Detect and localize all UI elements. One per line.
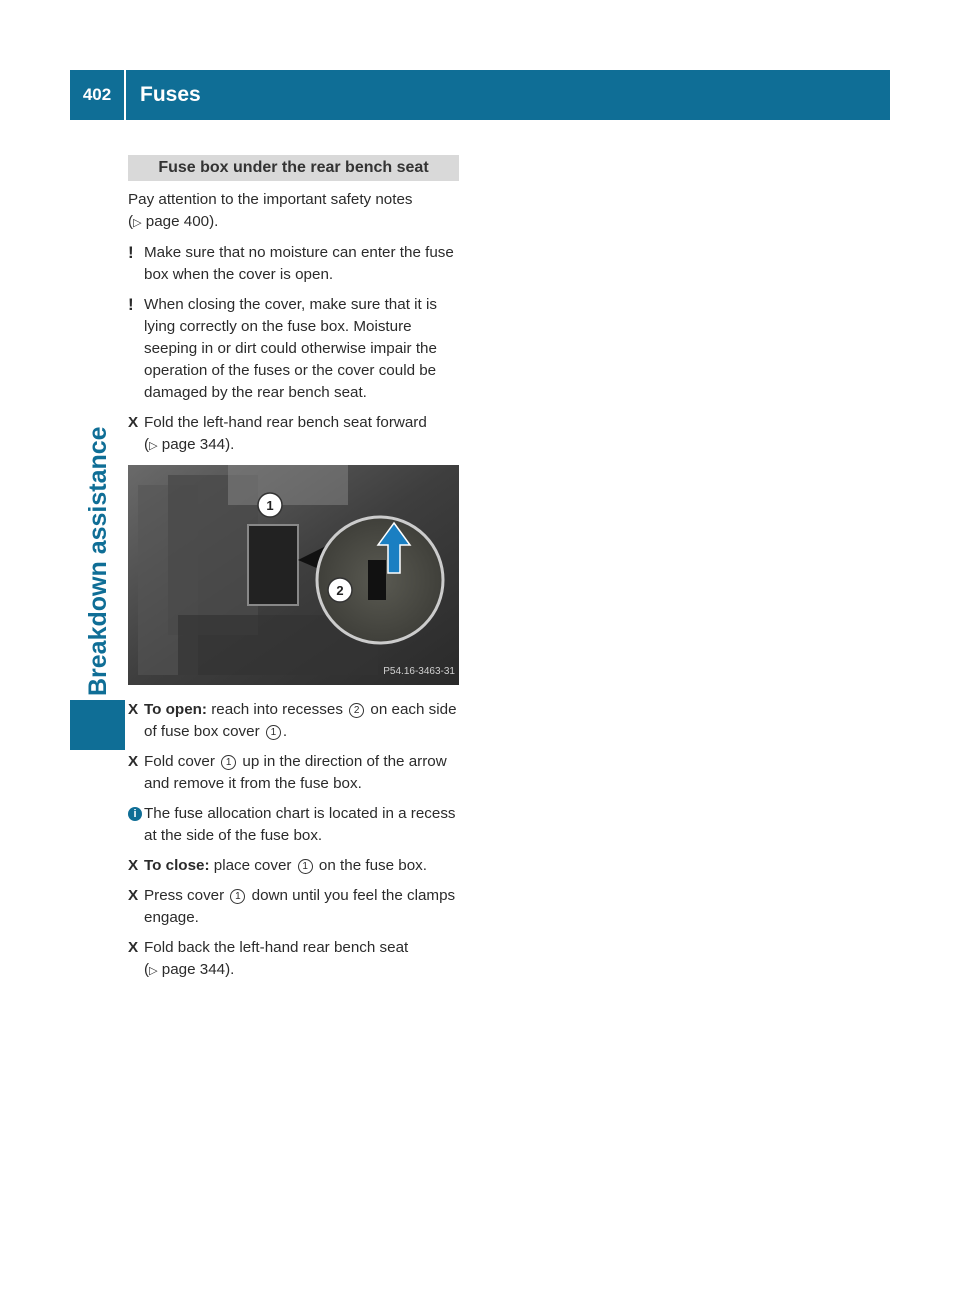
step-marker-icon: X	[128, 753, 139, 770]
section-title: Fuses	[140, 83, 201, 106]
page-ref-arrow-icon: ▷	[149, 965, 158, 977]
callout-ref-1: 1	[266, 725, 281, 740]
step-marker-icon: X	[128, 701, 139, 718]
warning-icon: !	[128, 243, 134, 262]
chapter-marker	[70, 700, 125, 750]
subsection-heading: Fuse box under the rear bench seat	[128, 155, 459, 181]
callout-ref-1: 1	[298, 859, 313, 874]
callout-1: 1	[266, 498, 274, 513]
callout-ref-2: 2	[349, 703, 364, 718]
instruction-step: X Press cover 1 down until you feel the clamps engage.	[128, 887, 456, 926]
chapter-tab-label: Breakdown assistance	[84, 426, 112, 696]
step-marker-icon: X	[128, 939, 139, 956]
main-content	[128, 155, 459, 990]
warning-note: ! When closing the cover, make sure that it is lying correctly on the fuse box. Moisture seeping in or dirt could otherwise impair the operation of the fuses or the cover could be damaged by the rear bench seat.	[128, 295, 437, 401]
fuse-box-illustration	[128, 465, 459, 685]
fuse-box-photo	[128, 465, 459, 685]
page-reference[interactable]: page 344).	[161, 961, 235, 978]
instruction-step: X To close: place cover 1 on the fuse box.	[128, 855, 459, 877]
warning-note: ! Make sure that no moisture can enter the fuse box when the cover is open.	[128, 243, 454, 283]
page-reference[interactable]: page 400).	[145, 213, 219, 230]
info-note: i The fuse allocation chart is located in a recess at the side of the fuse box.	[128, 803, 459, 847]
page-ref-arrow-icon: ▷	[149, 440, 158, 452]
instruction-step: X Fold cover 1 up in the direction of the arrow and remove it from the fuse box.	[128, 753, 447, 792]
instruction-step: X Fold back the left-hand rear bench seat (▷ page 344).	[128, 939, 409, 978]
warning-icon: !	[128, 295, 134, 314]
page-reference[interactable]: page 344).	[161, 436, 235, 453]
figure-id: P54.16-3463-31	[383, 666, 455, 677]
intro-paragraph: Pay attention to the important safety notes (▷ page 400).	[128, 191, 413, 230]
step-marker-icon: X	[128, 414, 139, 431]
instruction-step: X Fold the left-hand rear bench seat forward (▷ page 344).	[128, 414, 427, 453]
instruction-step: X To open: reach into recesses 2 on each side of fuse box cover 1 .	[128, 701, 457, 740]
callout-2: 2	[336, 583, 344, 598]
step-marker-icon: X	[128, 857, 139, 874]
callout-ref-1: 1	[221, 755, 236, 770]
page-number: 402	[70, 70, 126, 120]
callout-ref-1: 1	[230, 889, 245, 904]
page-header	[70, 70, 890, 120]
step-marker-icon: X	[128, 887, 139, 904]
info-icon: i	[128, 807, 142, 821]
page-ref-arrow-icon: ▷	[133, 217, 142, 229]
